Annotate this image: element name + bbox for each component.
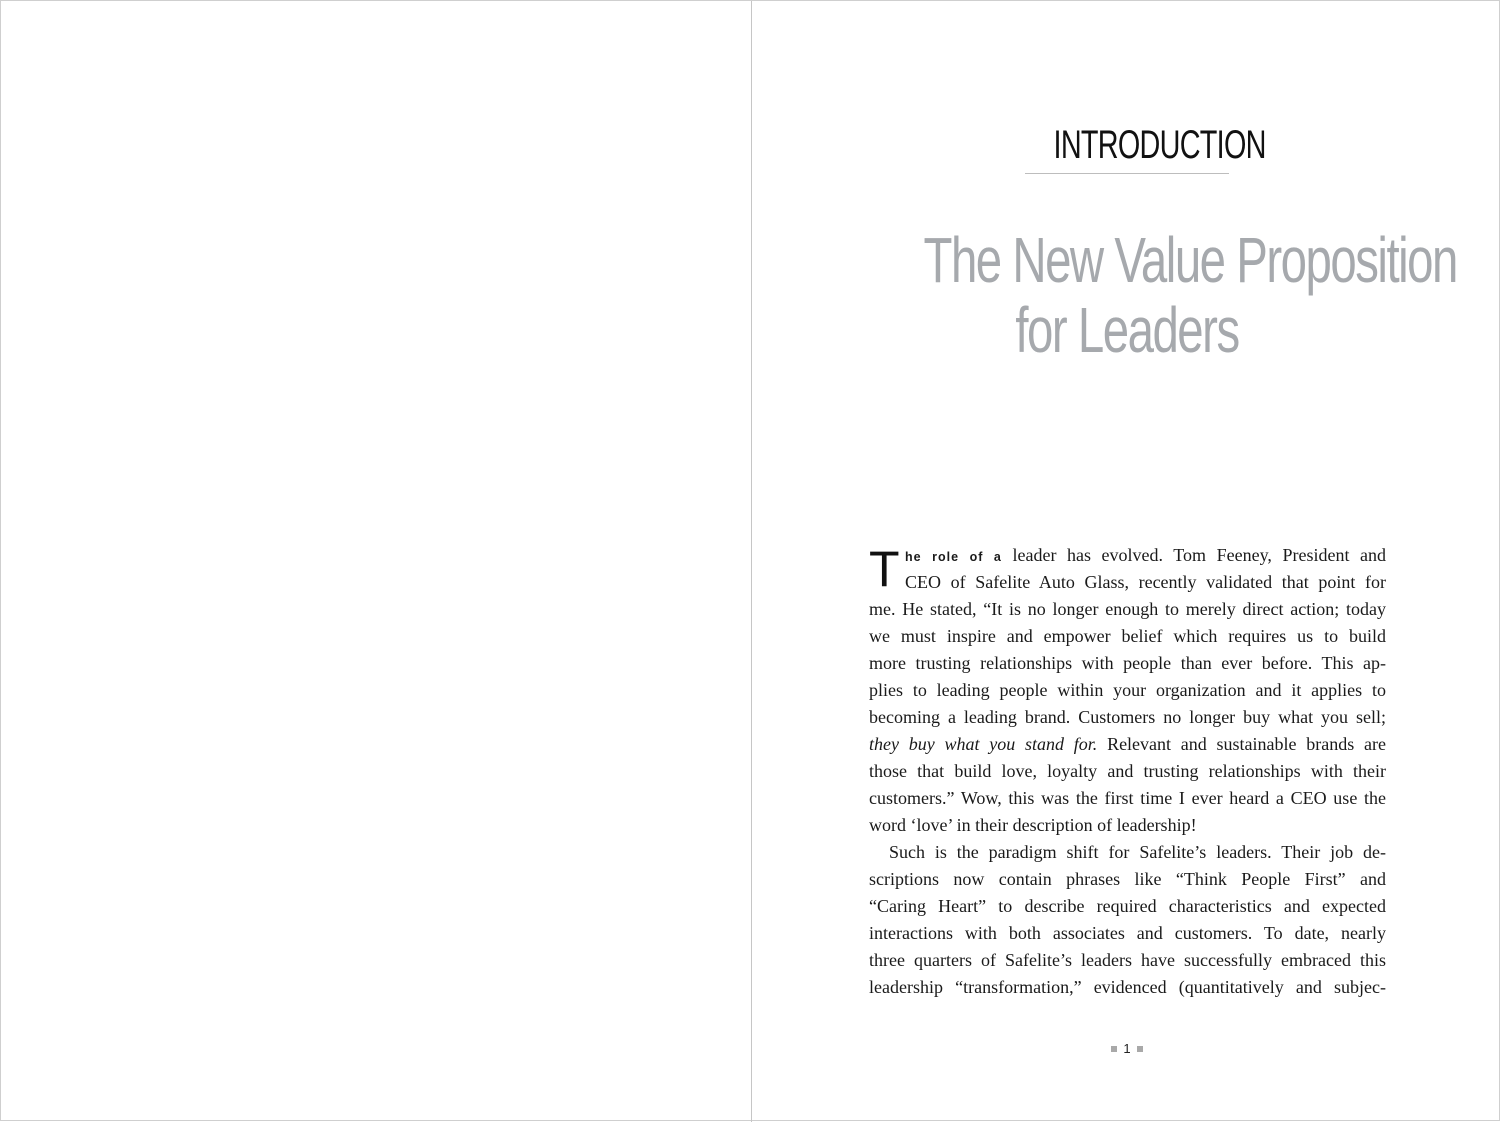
text-line: customers.” Wow, this was the first time I ever heard a CEO use the	[869, 788, 1386, 808]
text-line: word ‘love’ in their description of leadership!	[869, 815, 1197, 835]
text-line: three quarters of Safelite’s leaders have successfully embraced this	[869, 950, 1386, 970]
folio-ornament-right	[1137, 1046, 1143, 1052]
text-line: “Caring Heart” to describe required characteristics and expected	[869, 896, 1386, 916]
page-number: 1	[1123, 1041, 1131, 1056]
text-line: those that build love, loyalty and trusting relationships with their	[869, 761, 1386, 781]
chapter-rule	[1025, 173, 1229, 174]
chapter-title-line-2: for Leaders	[1015, 294, 1239, 366]
text-line: Such is the paradigm shift for Safelite’s leaders. Their job de-	[889, 842, 1386, 862]
text-line: interactions with both associates and customers. To date, nearly	[869, 923, 1386, 943]
page-folio	[1092, 1039, 1162, 1059]
italic-phrase: they buy what you stand for.	[869, 734, 1098, 754]
folio-ornament-left	[1111, 1046, 1117, 1052]
lead-in-smallcaps: he role of a	[905, 550, 1002, 564]
text-line: me. He stated, “It is no longer enough to merely direct action; today	[869, 599, 1386, 619]
chapter-title-line-1: The New Value Proposition	[923, 224, 1457, 296]
text-line: leadership “transformation,” evidenced (quantitatively and subjec-	[869, 977, 1386, 997]
chapter-label: INTRODUCTION	[1053, 123, 1266, 167]
chapter-title	[923, 224, 1457, 366]
text-span: leader has evolved. Tom Feeney, President and	[1012, 545, 1387, 565]
left-page-blank	[1, 1, 751, 1122]
text-line: more trusting relationships with people than ever before. This ap-	[869, 653, 1386, 673]
text-span: Relevant and sustainable brands are	[1107, 734, 1387, 754]
drop-cap: T	[869, 541, 900, 597]
text-line	[869, 542, 1386, 569]
right-page	[752, 1, 1500, 1122]
text-line: plies to leading people within your organization and it applies to	[869, 680, 1386, 700]
body-text	[869, 542, 1386, 1001]
text-line	[869, 731, 1386, 758]
text-line: scriptions now contain phrases like “Think People First” and	[869, 869, 1386, 889]
text-line: becoming a leading brand. Customers no longer buy what you sell;	[869, 707, 1386, 727]
text-line: we must inspire and empower belief which requires us to build	[869, 626, 1386, 646]
text-line: CEO of Safelite Auto Glass, recently validated that point for	[905, 572, 1386, 592]
